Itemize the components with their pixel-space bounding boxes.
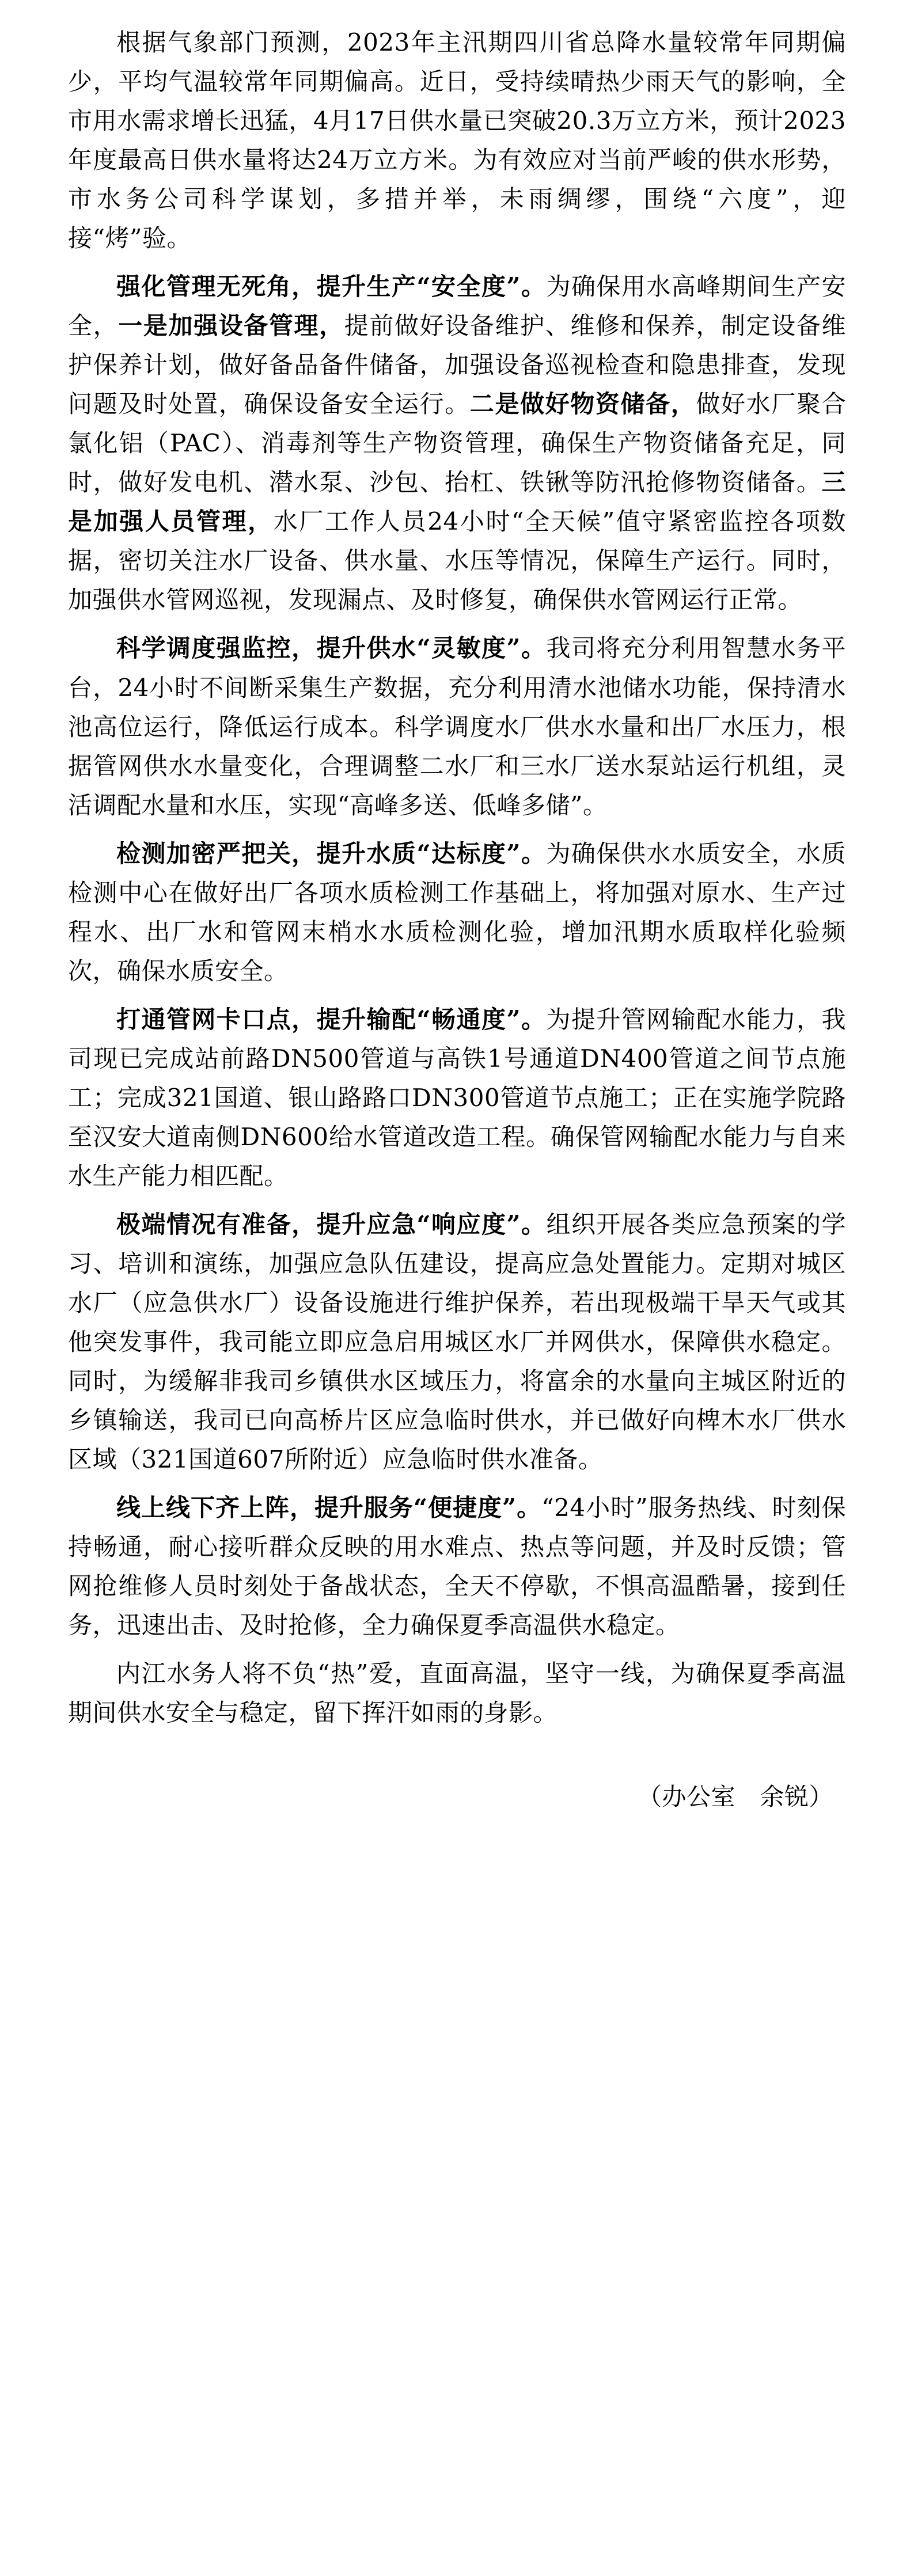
emphasis-run: 线上线下齐上阵，提升服务“便捷度”。	[116, 1494, 542, 1522]
text-run: 提前做好设备维护、维修和保养，制定设备维护保养计划，做好备品备件储备，加强设备巡视检查和隐患排查，发现问题及时处置，确保设备安全运行。	[68, 311, 846, 419]
text-run: 组织开展各类应急预案的学习、培训和演练，加强应急队伍建设，提高应急处置能力。定期对城区水厂（应急供水厂）设备设施进行维护保养，若出现极端干旱天气或其他突发事件，我司能立即应急启用城区水厂并网供水，保障供水稳定。同时，为缓解非我司乡镇供水区域压力，将富余的水量向主城区附近的乡镇输送，我司已向高桥片区应急临时供水，并已做好向椑木水厂供水区域（321国道607所附近）应急临时供水准备。	[68, 1210, 846, 1474]
emphasis-run: 二是做好物资储备，	[469, 390, 696, 419]
paragraph	[68, 23, 846, 258]
text-run: “24小时”服务热线、时刻保持畅通，耐心接听群众反映的用水难点、热点等问题，并及时反馈；管网抢维修人员时刻处于备战状态，全天不停歇，不惧高温酷暑，接到任务，迅速出击、及时抢修，全力确保夏季高温供水稳定。	[68, 1494, 846, 1640]
emphasis-run: 一是加强设备管理，	[118, 311, 344, 340]
paragraph	[68, 1000, 846, 1196]
document-signature: （办公室 余锐）	[637, 1783, 833, 1811]
paragraph	[68, 1488, 846, 1645]
emphasis-run: 打通管网卡口点，提升输配“畅通度”。	[116, 1005, 547, 1034]
text-run: 我司将充分利用智慧水务平台，24小时不间断采集生产数据，充分利用清水池储水功能，保持清水池高位运行，降低运行成本。科学调度水厂供水水量和出厂水压力，根据管网供水水量变化，合理调整二水厂和三水厂送水泵站运行机组，灵活调配水量和水压，实现“高峰多送、低峰多储”。	[68, 634, 846, 819]
text-run: 为提升管网输配水能力，我司现已完成站前路DN500管道与高铁1号通道DN400管道之间节点施工；完成321国道、银山路路口DN300管道节点施工；正在实施学院路至汉安大道南侧DN600给水管道改造工程。确保管网输配水能力与自来水生产能力相匹配。	[68, 1005, 846, 1190]
paragraph	[68, 834, 846, 991]
text-run: 做好水厂聚合氯化铝（PAC）、消毒剂等生产物资管理，确保生产物资储备充足，同时，做好发电机、潜水泵、沙包、抬杠、铁锹等防汛抢修物资储备。	[68, 390, 846, 497]
emphasis-run: 强化管理无死角，提升生产“安全度”。	[116, 272, 547, 301]
text-run: 内江水务人将不负“热”爱，直面高温，坚守一线，为确保夏季高温期间供水安全与稳定，留下挥汗如雨的身影。	[68, 1659, 846, 1727]
paragraph	[68, 267, 846, 620]
text-run: 水厂工作人员24小时“全天候”值守紧密监控各项数据，密切关注水厂设备、供水量、水压等情况，保障生产运行。同时，加强供水管网巡视，发现漏点、及时修复，确保供水管网运行正常。	[68, 507, 846, 614]
emphasis-run: 三是加强人员管理，	[68, 468, 846, 536]
paragraph	[68, 1205, 846, 1479]
paragraph	[68, 629, 846, 825]
text-run: 根据气象部门预测，2023年主汛期四川省总降水量较常年同期偏少，平均气温较常年同期偏高。近日，受持续晴热少雨天气的影响，全市用水需求增长迅猛，4月17日供水量已突破20.3万立方米，预计2023年度最高日供水量将达24万立方米。为有效应对当前严峻的供水形势，市水务公司科学谋划，多措并举，未雨绸缪，围绕“六度”，迎接“烤”验。	[68, 28, 846, 253]
text-run: 为确保用水高峰期间生产安全，	[68, 272, 846, 340]
text-run: 为确保供水水质安全，水质检测中心在做好出厂各项水质检测工作基础上，将加强对原水、生产过程水、出厂水和管网末梢水水质检测化验，增加汛期水质取样化验频次，确保水质安全。	[68, 839, 846, 985]
emphasis-run: 科学调度强监控，提升供水“灵敏度”。	[116, 634, 547, 663]
paragraph	[68, 1654, 846, 1732]
emphasis-run: 极端情况有准备，提升应急“响应度”。	[116, 1210, 547, 1238]
document-body	[68, 23, 846, 1732]
emphasis-run: 检测加密严把关，提升水质“达标度”。	[116, 839, 547, 868]
